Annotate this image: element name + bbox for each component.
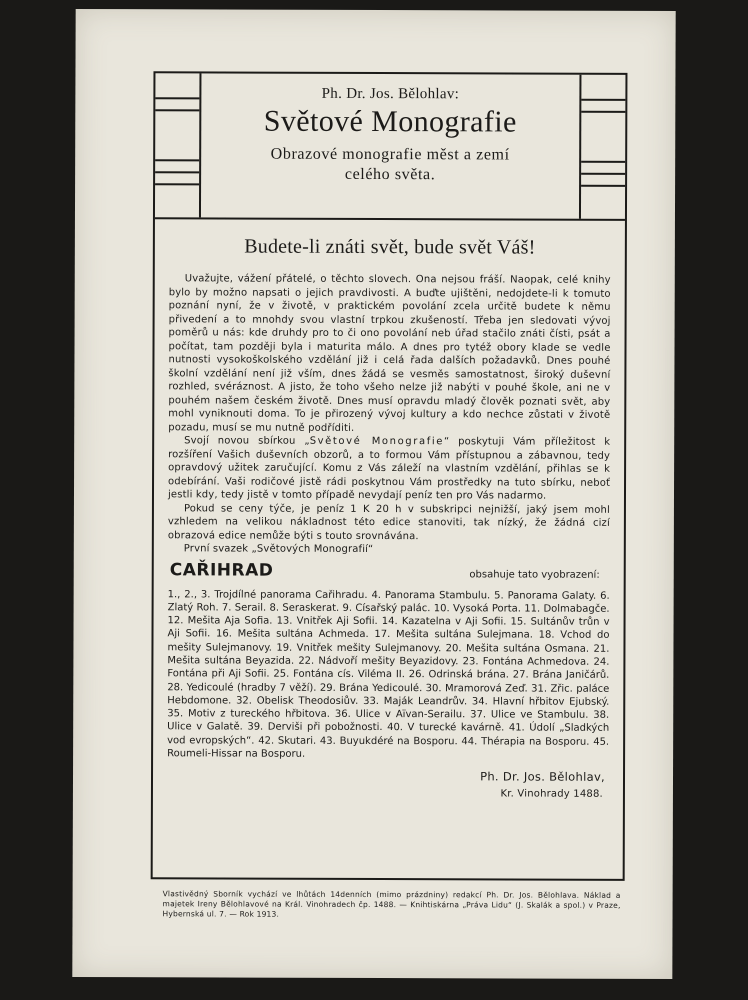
paragraph-price: Pokud se ceny týče, je peníz 1 K 20 h v subskripci nejnižší, jaký jsem mohl vzhledem na velikou nákladnost této edice stanoviti, tak nízký, že žádná cizí obrazová edice nemůže býti s touto srovnávána.: [167, 502, 610, 542]
decorative-line: [581, 185, 625, 187]
publisher-imprint: Vlastivědný Sborník vychází ve lhůtách 14denních (mimo prázdniny) redakcí Ph. Dr. Jos. Bělohlava. Náklad a majetek Ireny Bělohlavové na Král. Vinohradech čp. 1488. — Knihtiskárna „Práva Lidu“ (J. Skalák a spol.) v Praze, Hybernská ul. 7. — Rok 1913.: [162, 889, 621, 920]
decorative-line: [581, 99, 625, 101]
signature-block: [167, 769, 609, 815]
series-name-spaced: Světové Monografie: [309, 435, 444, 448]
series-subtitle: [201, 144, 579, 185]
volume-city-title: CAŘIHRAD: [169, 559, 274, 581]
advertisement-frame: [151, 71, 628, 881]
paragraph-text: Svojí novou sbírkou „: [184, 435, 310, 447]
subtitle-line: celého světa.: [344, 165, 436, 184]
decorative-bars-left: [155, 73, 202, 217]
subtitle-line: Obrazové monografie měst a zemí: [270, 145, 510, 164]
decorative-line: [155, 183, 199, 185]
paragraph-intro: Uvažujte, vážení přátelé, o těchto slovech. Ona nejsou fráší. Naopak, celé knihy bylo by možno napsati o jejich pravdivosti. A buďte ujištěni, nedojdete-li k tomuto poznání nyní, že v životě, v praktickém povolání zcela určitě budete k němu přivedení a to mnohdy svou vlastní trpkou zkušeností. Třeba jen sledovati vývoj poměrů u nás: kde druhdy pro to či ono povolání neb úřad stačilo znáti čísti, psát a počítat, tam později byla i maturita málo. A dnes pro tytéž obory klade se vedle nutnosti vysokoškolského vzdělání již i celá řada dalších požadavků. Dnes pouhé školní vzdělání není již vším, dnes žádá se vesměs samostatnost, široký duševní rozhled, svéráznost. A jisto, že toho všeho nelze již nabýti v pouhé škole, ani ne v pouhém našem českém životě. Dnes musí opravdu mladý člověk poznati svět, aby mohl vyniknouti doma. To je přirozený vývoj kultury a kdo nechce zůstati v životě pozadu, musí se mu nutně podříditi.: [168, 273, 611, 434]
paragraph-text: “ poskytuji Vám příležitost k rozšíření Vašich duševních obzorů, a to formou Vám přístupnou a zábavnou, tedy opravdový užitek zaručující. Komu z Vás záleží na vlastním vzdělání, přihlas se k odebírání. Vaši rodičové jistě rádi poskytnou Vám prostředky na tuto sbírku, neboť jestli kdy, tedy jistě v tomto případě nevydají peníz ten pro Vás nadarmo.: [167, 436, 611, 502]
decorative-bars-right: [579, 75, 626, 219]
decorative-line: [581, 173, 625, 175]
signature-address: Kr. Vinohrady 1488.: [500, 788, 603, 801]
decorative-line: [155, 97, 199, 99]
volume-heading-row: [168, 558, 610, 590]
slogan-heading: Budete-li znáti svět, bude svět Váš!: [244, 235, 536, 259]
brochure-back-cover: [72, 9, 675, 979]
decorative-line: [155, 109, 199, 111]
paragraph-first-volume: První svazek „Světových Monografií“: [183, 543, 374, 555]
decorative-line: [581, 111, 625, 113]
paragraph-collection: [168, 434, 610, 503]
advertisement-body: [167, 223, 611, 814]
signature-name: Ph. Dr. Jos. Bělohlav,: [480, 769, 606, 785]
decorative-line: [155, 171, 199, 173]
decorative-line: [155, 159, 199, 161]
volume-contents-label: obsahuje tato vyobrazení:: [469, 568, 600, 581]
decorative-line: [581, 161, 625, 163]
series-title: Světové Monografie: [263, 104, 517, 139]
header-text-block: [201, 73, 580, 218]
author-name: Ph. Dr. Jos. Bělohlav:: [321, 85, 460, 103]
picture-list: 1., 2., 3. Trojdílné panorama Cařihradu. 4. Panorama Stambulu. 5. Panorama Galaty. 6. Zlatý Roh. 7. Serail. 8. Seraskerat. 9. Císařský palác. 10. Vysoká Porta. 11. Dolmabagče. 12. Mešita Aja Sofia. 13. Vnitřek Aji Sofii. 14. Kazatelna v Aji Sofii. 15. Sultánův trůn v Aji Sofii. 16. Mešita sultána Achmeda. 17. Mešita sultána Sulejmana. 18. Vchod do mešity Sulejmanovy. 19. Vnitřek mešity Sulejmanovy. 20. Mešita sultána Osmana. 21. Mešita sultána Beyazida. 22. Nádvoří mešity Beyazidovy. 23. Fontána Achmedova. 24. Fontána při Aji Sofii. 25. Fontána cís. Viléma II. 26. Odrinská brána. 27. Brána Janičárů. 28. Yedicoulé (hradby 7 věží). 29. Brána Yedicoulé. 30. Mramorová Zeď. 31. Zřic. paláce Hebdomone. 32. Obelisk Theodosiův. 33. Maják Leandrův. 34. Hlavní hřbitov Ejubský. 35. Motiv z tureckého hřbitova. 36. Ulice v Aïvan-Serailu. 37. Ulice ve Stambulu. 38. Ulice v Galatě. 39. Derviši při pobožnosti. 40. V turecké kavárně. 41. Údolí „Sladkých vod evropských“. 42. Skutari. 43. Buyukdéré na Bosporu. 44. Thérapia na Bosporu. 45. Roumeli-Hissar na Bosporu.: [167, 588, 610, 760]
series-header: [155, 73, 626, 221]
